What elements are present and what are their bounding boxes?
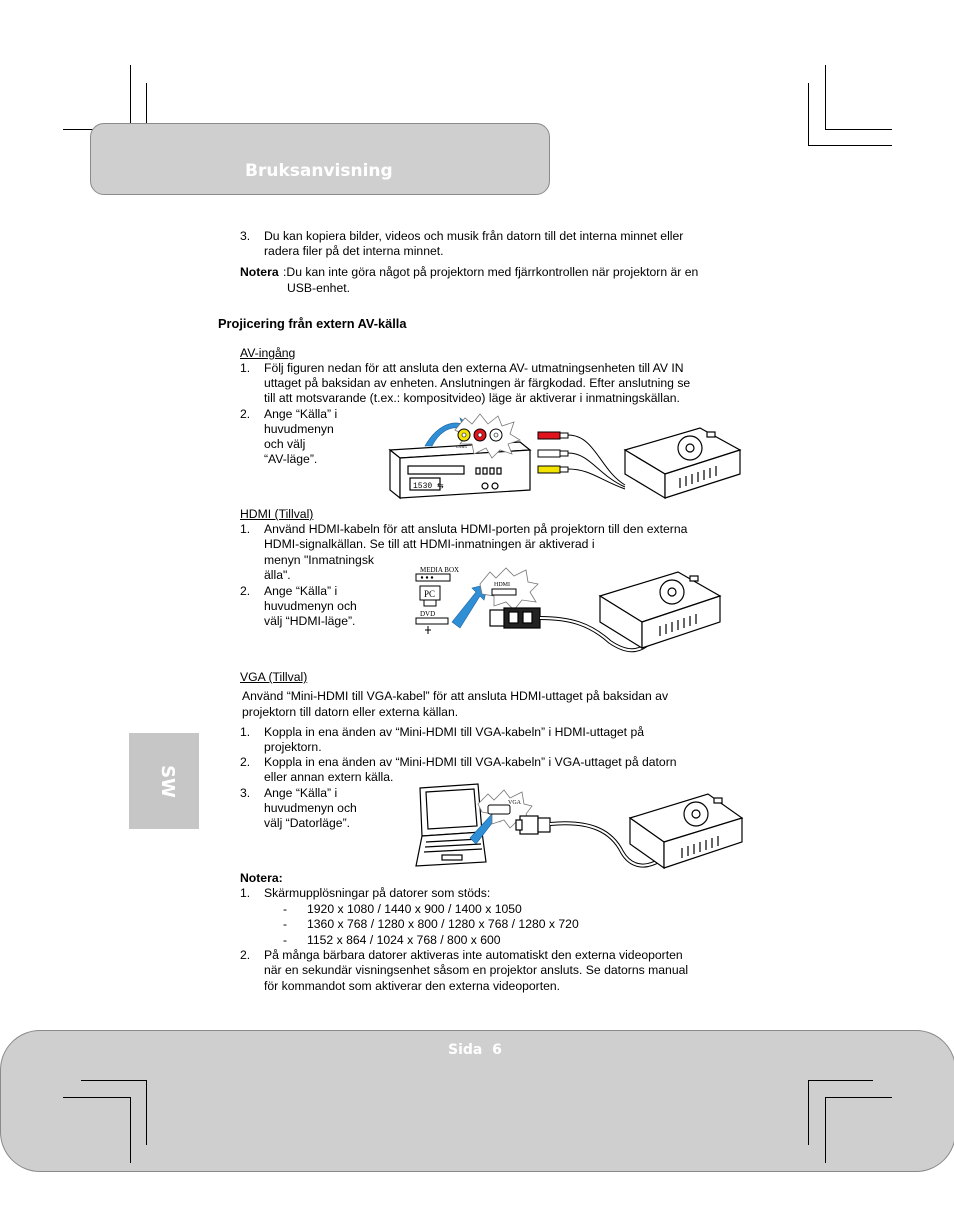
av-connection-figure xyxy=(380,410,750,505)
notes-heading: Notera: xyxy=(240,871,283,885)
dvd-display-label: 1530 ⇆ xyxy=(413,482,444,491)
item-number: 2. xyxy=(240,948,251,962)
body-text: Ange “Källa” i xyxy=(264,786,338,800)
body-text: På många bärbara datorer aktiveras inte automatiskt den externa videoporten xyxy=(264,948,683,962)
body-text: huvudmenyn xyxy=(264,422,334,436)
item-number: 1. xyxy=(240,361,251,375)
header-title: Bruksanvisning xyxy=(245,161,393,181)
media-box-label: MEDIA BOX xyxy=(420,566,460,574)
body-text: Koppla in ena änden av “Mini-HDMI till VGA-kabeln” i VGA-uttaget på datorn xyxy=(264,755,677,769)
vga-port-icon xyxy=(488,805,510,814)
header-tab xyxy=(90,123,550,195)
projector-icon xyxy=(600,572,720,648)
item-number: 3. xyxy=(240,786,251,800)
body-text: och välj xyxy=(264,437,306,451)
item-number: 1. xyxy=(240,725,251,739)
body-text: välj “HDMI-läge”. xyxy=(264,614,356,628)
body-text: för kommandot som aktiverar den externa videoporten. xyxy=(264,979,561,993)
pc-label: PC xyxy=(424,589,436,599)
body-text: när en sekundär visningsenhet såsom en projektor ansluts. Se datorns manual xyxy=(264,963,689,977)
body-text: Skärmupplösningar på datorer som stöds: xyxy=(264,886,491,900)
body-text: “AV-läge”. xyxy=(264,452,318,466)
note-text: :Du kan inte göra något på projektorn med fjärrkontrollen när projektorn är en xyxy=(283,265,699,279)
body-text: till att motsvarande (t.ex.: kompositvideo) läge är aktiverar i inmatningskällan. xyxy=(264,391,680,405)
crop-mark xyxy=(825,65,826,130)
rca-cable-plugs-icon xyxy=(538,432,625,489)
crop-mark xyxy=(81,1080,147,1081)
crop-mark xyxy=(808,83,809,145)
resolution-list-item: 1152 x 864 / 1024 x 768 / 800 x 600 xyxy=(307,933,501,947)
item-number: 1. xyxy=(240,886,251,900)
av-heading: AV-ingång xyxy=(240,346,296,360)
crop-mark xyxy=(825,1097,826,1163)
body-text: eller annan extern källa. xyxy=(264,770,394,784)
body-text: Använd HDMI-kabeln för att ansluta HDMI-porten på projektorn till den externa xyxy=(264,522,688,536)
hdmi-connection-figure xyxy=(410,562,750,670)
body-text: menyn "Inmatningsk xyxy=(264,553,375,567)
body-text: projektorn till datorn eller externa källan. xyxy=(242,705,459,719)
crop-mark xyxy=(808,1080,809,1145)
note-label: Notera xyxy=(240,265,279,279)
crop-mark xyxy=(825,1097,892,1098)
projector-icon xyxy=(625,428,740,498)
dash-bullet: - xyxy=(283,917,288,931)
language-side-tab xyxy=(129,733,199,829)
dvd-label: DVD xyxy=(420,610,436,618)
vga-heading: VGA (Tillval) xyxy=(240,670,308,684)
hdmi-label: HDMI xyxy=(494,582,510,588)
body-text: Du kan kopiera bilder, videos och musik från datorn till det interna minnet eller xyxy=(264,229,684,243)
item-number: 2. xyxy=(240,584,251,598)
vga-connection-figure xyxy=(412,782,752,882)
resolution-list-item: 1920 x 1080 / 1440 x 900 / 1400 x 1050 xyxy=(307,902,522,916)
dvd-icon xyxy=(416,618,448,624)
item-number: 1. xyxy=(240,522,251,536)
body-text: Ange “Källa” i xyxy=(264,584,338,598)
item-number: 2. xyxy=(240,407,251,421)
body-text: huvudmenyn och xyxy=(264,599,357,613)
crop-mark xyxy=(825,129,892,130)
body-text: välj “Datorläge”. xyxy=(264,816,351,830)
projector-icon xyxy=(630,794,742,868)
crop-mark xyxy=(808,145,892,146)
crop-mark xyxy=(146,1080,147,1145)
laptop-icon xyxy=(416,784,486,866)
vga-label: VGA xyxy=(508,800,521,806)
note-text: USB-enhet. xyxy=(287,281,351,295)
body-text: uttaget på baksidan av enheten. Anslutningen är färgkodad. Efter anslutning se xyxy=(264,376,691,390)
body-text: radera filer på det interna minnet. xyxy=(264,244,444,258)
dash-bullet: - xyxy=(283,933,288,947)
body-text: Använd “Mini-HDMI till VGA-kabel” för att ansluta HDMI-uttaget på baksidan av xyxy=(242,689,669,703)
body-text: HDMI-signalkällan. Se till att HDMI-inmatningen är aktiverad i xyxy=(264,537,595,551)
hdmi-heading: HDMI (Tillval) xyxy=(240,507,314,521)
section-title: Projicering från extern AV-källa xyxy=(218,316,407,331)
cvbs-label: CVBS xyxy=(456,444,467,449)
language-tab-label: SW xyxy=(156,765,178,798)
resolution-list-item: 1360 x 768 / 1280 x 800 / 1280 x 768 / 1280 x 720 xyxy=(307,917,579,931)
body-text: huvudmenyn och xyxy=(264,801,357,815)
body-text: Koppla in ena änden av “Mini-HDMI till VGA-kabeln” i HDMI-uttaget på xyxy=(264,725,645,739)
crop-mark xyxy=(63,1097,131,1098)
body-text: älla". xyxy=(264,568,291,582)
item-number: 2. xyxy=(240,755,251,769)
crop-mark xyxy=(808,1080,873,1081)
item-number: 3. xyxy=(240,229,251,243)
body-text: projektorn. xyxy=(264,740,322,754)
page-number: Sida 6 xyxy=(448,1042,502,1058)
body-text: Ange “Källa” i xyxy=(264,407,338,421)
dash-bullet: - xyxy=(283,902,288,916)
body-text: Följ figuren nedan för att ansluta den externa AV- utmatningsenheten till AV IN xyxy=(264,361,684,375)
crop-mark xyxy=(130,1097,131,1163)
